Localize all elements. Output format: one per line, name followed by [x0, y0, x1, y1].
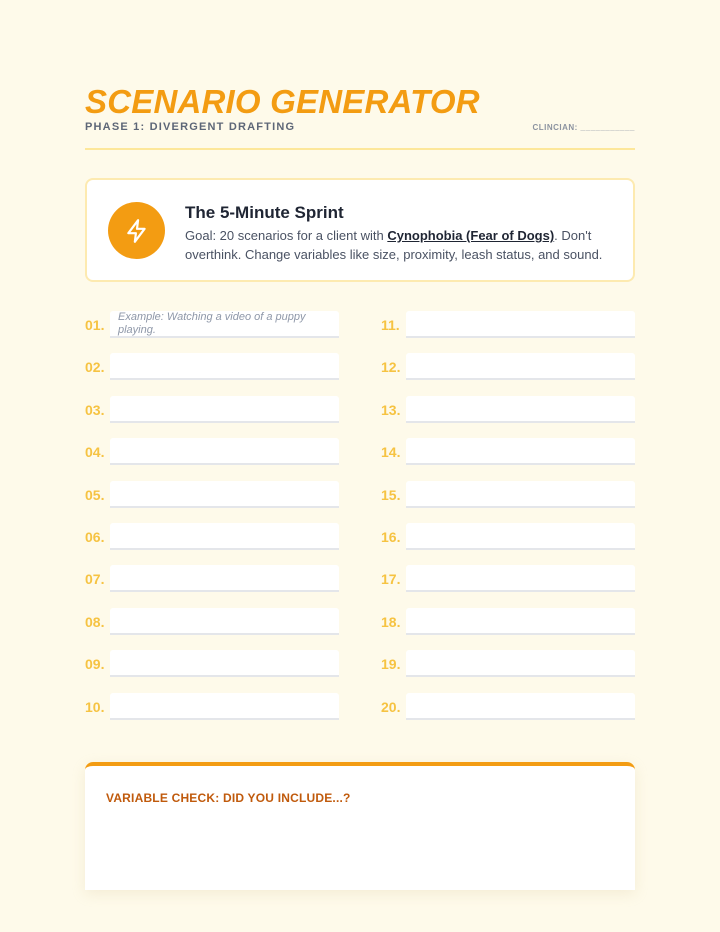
scenario-input[interactable] — [110, 523, 339, 550]
scenario-input[interactable] — [406, 650, 635, 677]
page-title: SCENARIO GENERATOR — [85, 83, 480, 120]
scenario-row — [381, 476, 635, 518]
scenario-row — [381, 433, 635, 475]
scenario-number: 17. — [381, 571, 401, 588]
scenario-number: 18. — [381, 613, 401, 630]
scenario-number: 14. — [381, 444, 401, 461]
scenario-number: 06. — [85, 528, 105, 545]
scenario-input[interactable] — [110, 311, 339, 338]
page-subtitle: PHASE 1: DIVERGENT DRAFTING — [85, 121, 296, 133]
scenario-row — [85, 518, 339, 560]
scenario-row — [381, 645, 635, 687]
scenario-input[interactable] — [406, 353, 635, 380]
scenario-input[interactable] — [406, 396, 635, 423]
sprint-description — [185, 226, 615, 264]
scenario-row — [85, 476, 339, 518]
scenario-number: 12. — [381, 359, 401, 376]
scenario-number: 19. — [381, 656, 401, 673]
scenario-input[interactable] — [406, 438, 635, 465]
clinician-field: CLINCIAN: ___________ — [532, 123, 635, 132]
scenario-row — [85, 306, 339, 348]
scenario-input[interactable] — [406, 565, 635, 592]
scenario-number: 10. — [85, 698, 105, 715]
scenario-row — [85, 348, 339, 390]
scenario-input[interactable] — [110, 438, 339, 465]
scenario-row — [85, 391, 339, 433]
scenario-number: 08. — [85, 613, 105, 630]
scenario-input[interactable] — [110, 693, 339, 720]
scenario-row — [381, 391, 635, 433]
sprint-body-post: . Don't overthink. Change variables like size, proximity, leash status, and sound. — [185, 228, 603, 262]
scenario-input[interactable] — [110, 608, 339, 635]
scenario-row — [85, 603, 339, 645]
scenario-number: 03. — [85, 401, 105, 418]
scenario-number: 07. — [85, 571, 105, 588]
scenario-input[interactable] — [406, 608, 635, 635]
scenario-row — [381, 348, 635, 390]
scenario-input[interactable] — [406, 693, 635, 720]
scenario-number: 05. — [85, 486, 105, 503]
sprint-highlight: Cynophobia (Fear of Dogs) — [387, 228, 555, 243]
scenario-number: 15. — [381, 486, 401, 503]
scenario-number: 16. — [381, 528, 401, 545]
scenario-input[interactable] — [110, 353, 339, 380]
scenario-input[interactable] — [110, 650, 339, 677]
header — [85, 84, 635, 150]
scenario-input[interactable] — [406, 311, 635, 338]
scenario-input[interactable] — [110, 481, 339, 508]
variable-check-title: VARIABLE CHECK: DID YOU INCLUDE...? — [106, 791, 351, 805]
scenario-row — [381, 688, 635, 730]
scenario-number: 02. — [85, 359, 105, 376]
sprint-title: The 5-Minute Sprint — [185, 203, 344, 222]
scenario-row — [381, 518, 635, 560]
scenario-number: 13. — [381, 401, 401, 418]
sprint-body-pre: Goal: 20 scenarios for a client with — [185, 228, 388, 243]
scenario-number: 11. — [381, 317, 400, 333]
scenario-number: 20. — [381, 698, 401, 715]
scenario-input[interactable] — [110, 396, 339, 423]
scenario-column-left — [85, 306, 339, 730]
scenario-row — [85, 645, 339, 687]
lightning-bolt-icon — [108, 202, 165, 259]
scenario-row — [85, 433, 339, 475]
scenario-row — [85, 560, 339, 602]
scenario-row — [381, 560, 635, 602]
scenario-row — [85, 688, 339, 730]
variable-check-panel — [85, 762, 635, 890]
scenario-input[interactable] — [406, 523, 635, 550]
sprint-card — [85, 178, 635, 282]
scenario-input[interactable] — [406, 481, 635, 508]
scenario-number: 09. — [85, 656, 105, 673]
scenario-input[interactable] — [110, 565, 339, 592]
scenario-row — [381, 603, 635, 645]
scenario-number: 04. — [85, 444, 105, 461]
scenario-column-right — [381, 306, 635, 730]
scenario-number: 01. — [85, 317, 105, 333]
scenario-row — [381, 306, 635, 348]
